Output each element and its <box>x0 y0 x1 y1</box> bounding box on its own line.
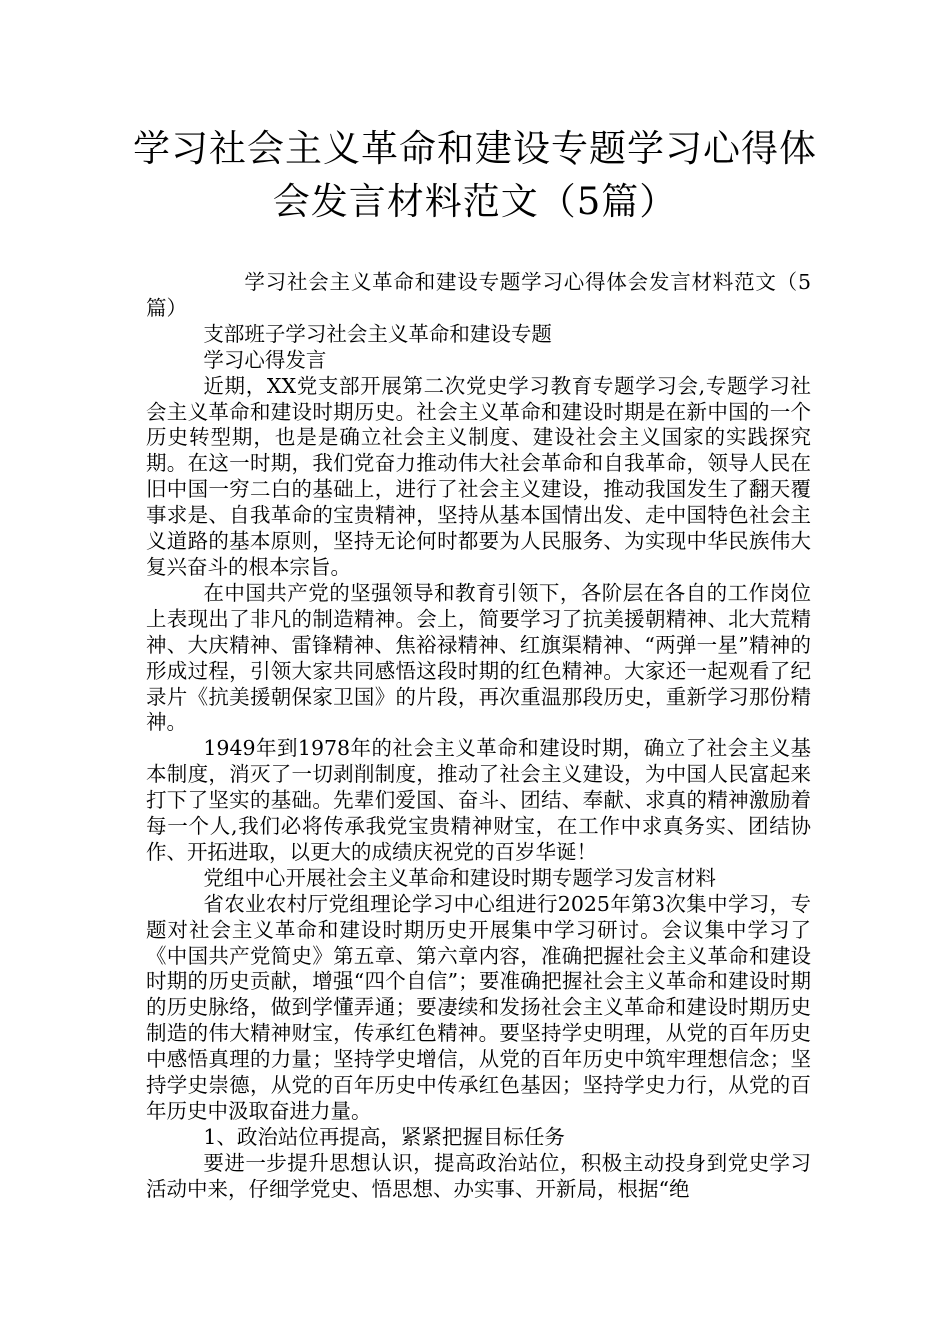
section-heading: 学习心得发言 <box>203 347 327 372</box>
section-heading: 支部班子学习社会主义革命和建设专题 <box>203 321 552 346</box>
document-title <box>0 122 950 228</box>
body-paragraph: 近期，XX党支部开展第二次党史学习教育专题学习会,专题学习社会主义革命和建设时期历史。社会主义革命和建设时期是在新中国的一个历史转型期，也是是确立社会主义制度、建设社会主义国家的实践探究期。在这一时期，我们党奋力推动伟大社会革命和自我革命，领导人民在旧中国一穷二白的基础上，进行了社会主义建设，推动我国发生了翻天覆事求是、自我革命的宝贵精神，坚持从基本国情出发、走中国特色社会主义道路的基本原则，坚持无论何时都要为人民服务、为实现中华民族伟大复兴奋斗的根本宗旨。 <box>146 373 811 579</box>
title-line-1: 学习社会主义革命和建设专题学习心得体 <box>133 127 817 170</box>
subtitle-paragraph: 学习社会主义革命和建设专题学习心得体会发言材料范文（5篇） <box>146 270 811 320</box>
body-paragraph: 1949年到1978年的社会主义革命和建设时期，确立了社会主义基本制度，消灭了一切剥削制度，推动了社会主义建设，为中国人民富起来打下了坚实的基础。先辈们爱国、奋斗、团结、奉献、求真的精神激励着每一个人,我们必将传承我党宝贵精神财宝，在工作中求真务实、团结协作、开拓进取，以更大的成绩庆祝党的百岁华诞！ <box>146 736 811 864</box>
section-heading: 1、政治站位再提高，紧紧把握目标任务 <box>203 1124 565 1149</box>
body-paragraph: 在中国共产党的坚强领导和教育引领下，各阶层在各自的工作岗位上表现出了非凡的制造精神。会上，简要学习了抗美援朝精神、北大荒精神、大庆精神、雷锋精神、焦裕禄精神、红旗渠精神、“两弹一星”精神的形成过程，引领大家共同感悟这段时期的红色精神。大家还一起观看了纪录片《抗美援朝保家卫国》的片段，再次重温那段历史，重新学习那份精神。 <box>146 580 811 735</box>
title-line-2: 会发言材料范文（5篇） <box>272 180 678 223</box>
section-heading: 党组中心开展社会主义革命和建设时期专题学习发言材料 <box>203 865 716 890</box>
body-paragraph: 要进一步提升思想认识，提高政治站位，积极主动投身到党史学习活动中来，仔细学党史、悟思想、办实事、开新局，根据“绝 <box>146 1150 811 1201</box>
document-body <box>146 270 811 1203</box>
body-paragraph: 省农业农村厅党组理论学习中心组进行2025年第3次集中学习，专题对社会主义革命和建设时期历史开展集中学习研讨。会议集中学习了《中国共产党简史》第五章、第六章内容，准确把握社会主义革命和建设时期的历史贡献，增强“四个自信”；要准确把握社会主义革命和建设时期的历史脉络，做到学懂弄通；要凄续和发扬社会主义革命和建设时期历史制造的伟大精神财宝，传承红色精神。要坚持学史明理，从党的百年历史中感悟真理的力量；坚持学史增信，从党的百年历史中筑牢理想信念；坚持学史崇德，从党的百年历史中传承红色基因；坚持学史力行，从党的百年历史中汲取奋进力量。 <box>146 891 811 1123</box>
